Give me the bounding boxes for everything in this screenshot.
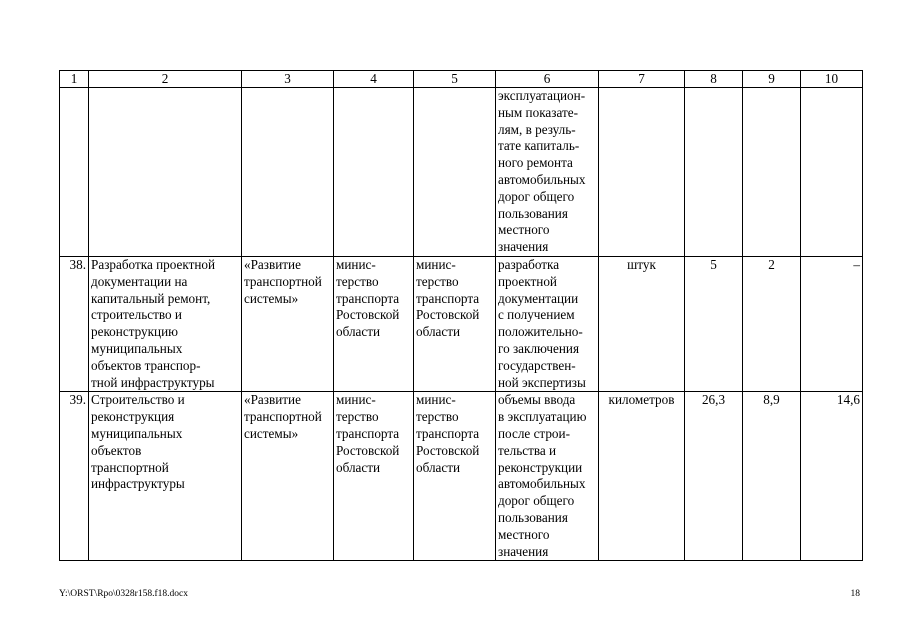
value-col-8: 5	[685, 256, 743, 391]
header-row	[60, 71, 863, 88]
measure-name	[89, 88, 242, 257]
table-row-continuation	[60, 88, 863, 257]
column-header-8: 8	[685, 71, 743, 88]
document-table	[59, 70, 863, 561]
column-header-4: 4	[334, 71, 414, 88]
column-header-6: 6	[496, 71, 599, 88]
column-header-9: 9	[743, 71, 801, 88]
executor: минис- терство транспорта Ростовской области	[334, 392, 414, 561]
measure-name: Разработка проектной документации на капитальный ремонт, строительство и реконструкцию муниципальных объектов транспор- тной инфраструктуры	[89, 256, 242, 391]
column-header-5: 5	[414, 71, 496, 88]
participant: минис- терство транспорта Ростовской области	[414, 392, 496, 561]
page-number: 18	[850, 589, 860, 599]
value-col-9: 2	[743, 256, 801, 391]
table-row-38	[60, 256, 863, 391]
value-col-9: 8,9	[743, 392, 801, 561]
column-header-7: 7	[599, 71, 685, 88]
indicator: разработка проектной документации с получением положительно- го заключения государствен- ной экспертизы	[496, 256, 599, 391]
program-name: «Развитие транспортной системы»	[242, 392, 334, 561]
executor: минис- терство транспорта Ростовской области	[334, 256, 414, 391]
indicator: объемы ввода в эксплуатацию после строи- тельства и реконструкции автомобильных дорог общего пользования местного значения	[496, 392, 599, 561]
value-col-8	[685, 88, 743, 257]
value-col-9	[743, 88, 801, 257]
unit: штук	[599, 256, 685, 391]
column-header-2: 2	[89, 71, 242, 88]
program-name	[242, 88, 334, 257]
value-col-8: 26,3	[685, 392, 743, 561]
program-name: «Развитие транспортной системы»	[242, 256, 334, 391]
executor	[334, 88, 414, 257]
row-number	[60, 88, 89, 257]
unit: километров	[599, 392, 685, 561]
column-header-10: 10	[801, 71, 863, 88]
unit	[599, 88, 685, 257]
footer-file-path: Y:\ORST\Rpo\0328r158.f18.docx	[59, 589, 188, 599]
indicator: эксплуатацион- ным показате- лям, в резуль- тате капиталь- ного ремонта автомобильных дорог общего пользования местного значения	[496, 88, 599, 257]
table-row-39	[60, 392, 863, 561]
row-number: 39.	[60, 392, 89, 561]
value-col-10: –	[801, 256, 863, 391]
column-header-1: 1	[60, 71, 89, 88]
participant: минис- терство транспорта Ростовской области	[414, 256, 496, 391]
measure-name: Строительство и реконструкция муниципальных объектов транспортной инфраструктуры	[89, 392, 242, 561]
value-col-10	[801, 88, 863, 257]
participant	[414, 88, 496, 257]
column-header-3: 3	[242, 71, 334, 88]
row-number: 38.	[60, 256, 89, 391]
value-col-10: 14,6	[801, 392, 863, 561]
